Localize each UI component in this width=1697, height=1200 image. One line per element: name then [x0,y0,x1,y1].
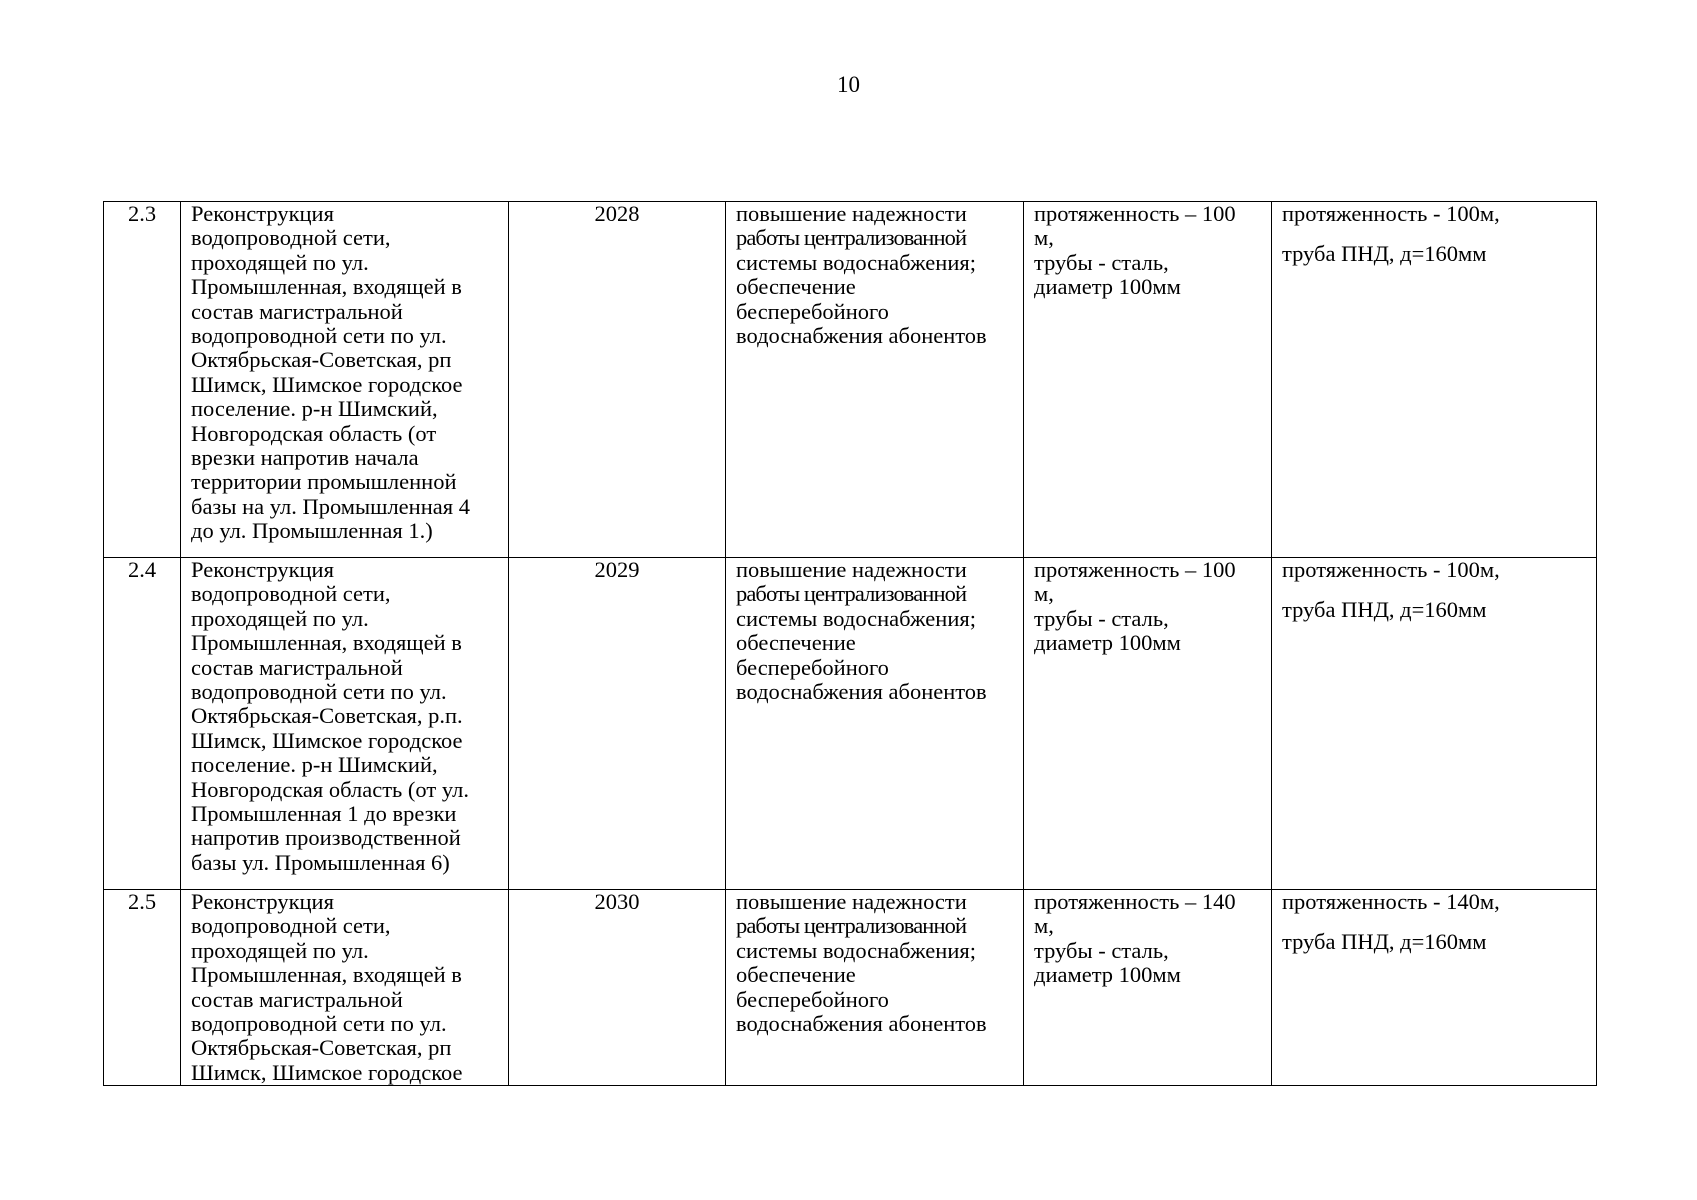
goal-line: водоснабжения абонентов [736,679,987,705]
goal-line: работы централизованной [736,913,967,939]
current-state-cell [1024,558,1272,890]
planned-length-text: протяженность - 100м, [1282,201,1500,226]
current-state-cell [1024,202,1272,558]
table-row [104,202,1597,558]
goal-line: водоснабжения абонентов [736,1011,987,1037]
table-row [104,558,1597,890]
work-description-text: Реконструкция водопроводной сети, проходящей по ул. Промышленная, входящей в состав магистральной водопроводной сети по ул. Октябрьская-Советская, р.п. Шимск, Шимское городское поселение. р-н Шимский, Новгородская область (от ул. Промышленная 1 до врезки напротив производственной базы ул. Промышленная 6) [191,557,469,875]
item-number-cell: 2.4 [104,558,181,890]
goal-line: водоснабжения абонентов [736,323,987,349]
goal-line: бесперебойного [736,298,889,324]
planned-pipe-text: труба ПНД, д=160мм [1282,241,1487,267]
planned-length-text: протяженность - 100м, [1282,557,1500,582]
item-number-cell: 2.5 [104,890,181,1086]
goal-line: работы централизованной [736,225,967,251]
goal-cell [726,202,1024,558]
table-row [104,890,1597,1086]
goal-line: повышение надежности [736,557,967,582]
planned-pipe-text: труба ПНД, д=160мм [1282,929,1487,955]
goal-line: обеспечение [736,274,856,300]
goal-line: системы водоснабжения; [736,605,976,631]
year-cell: 2029 [509,558,726,890]
goal-line: работы централизованной [736,581,967,607]
works-table [103,201,1597,1086]
planned-state-cell [1272,890,1597,1086]
planned-length-text: протяженность - 140м, [1282,889,1500,914]
goal-line: обеспечение [736,630,856,656]
work-description-cell [181,890,509,1086]
work-description-cell [181,558,509,890]
current-state-cell [1024,890,1272,1086]
goal-line: бесперебойного [736,654,889,680]
goal-line: системы водоснабжения; [736,937,976,963]
goal-line: системы водоснабжения; [736,249,976,275]
year-cell: 2030 [509,890,726,1086]
work-description-text: Реконструкция водопроводной сети, проходящей по ул. Промышленная, входящей в состав магистральной водопроводной сети по ул. Октябрьская-Советская, рп Шимск, Шимское городское [191,889,463,1085]
goal-line: повышение надежности [736,201,967,226]
planned-state-cell [1272,202,1597,558]
goal-line: бесперебойного [736,986,889,1012]
goal-line: обеспечение [736,962,856,988]
goal-cell [726,558,1024,890]
goal-line: повышение надежности [736,889,967,914]
year-cell: 2028 [509,202,726,558]
item-number-cell: 2.3 [104,202,181,558]
work-description-text: Реконструкция водопроводной сети, проходящей по ул. Промышленная, входящей в состав магистральной водопроводной сети по ул. Октябрьская-Советская, рп Шимск, Шимское городское поселение. р-н Шимский, Новгородская область (от врезки напротив начала территории промышленной базы на ул. Промышленная 4 до ул. Промышленная 1.) [191,201,470,544]
current-state-text: протяженность – 100 м, трубы - сталь, диаметр 100мм [1034,201,1236,300]
planned-pipe-text: труба ПНД, д=160мм [1282,597,1487,623]
planned-state-cell [1272,558,1597,890]
current-state-text: протяженность – 100 м, трубы - сталь, диаметр 100мм [1034,557,1236,656]
goal-cell [726,890,1024,1086]
work-description-cell [181,202,509,558]
current-state-text: протяженность – 140 м, трубы - сталь, диаметр 100мм [1034,889,1236,988]
page-number: 10 [837,72,860,97]
